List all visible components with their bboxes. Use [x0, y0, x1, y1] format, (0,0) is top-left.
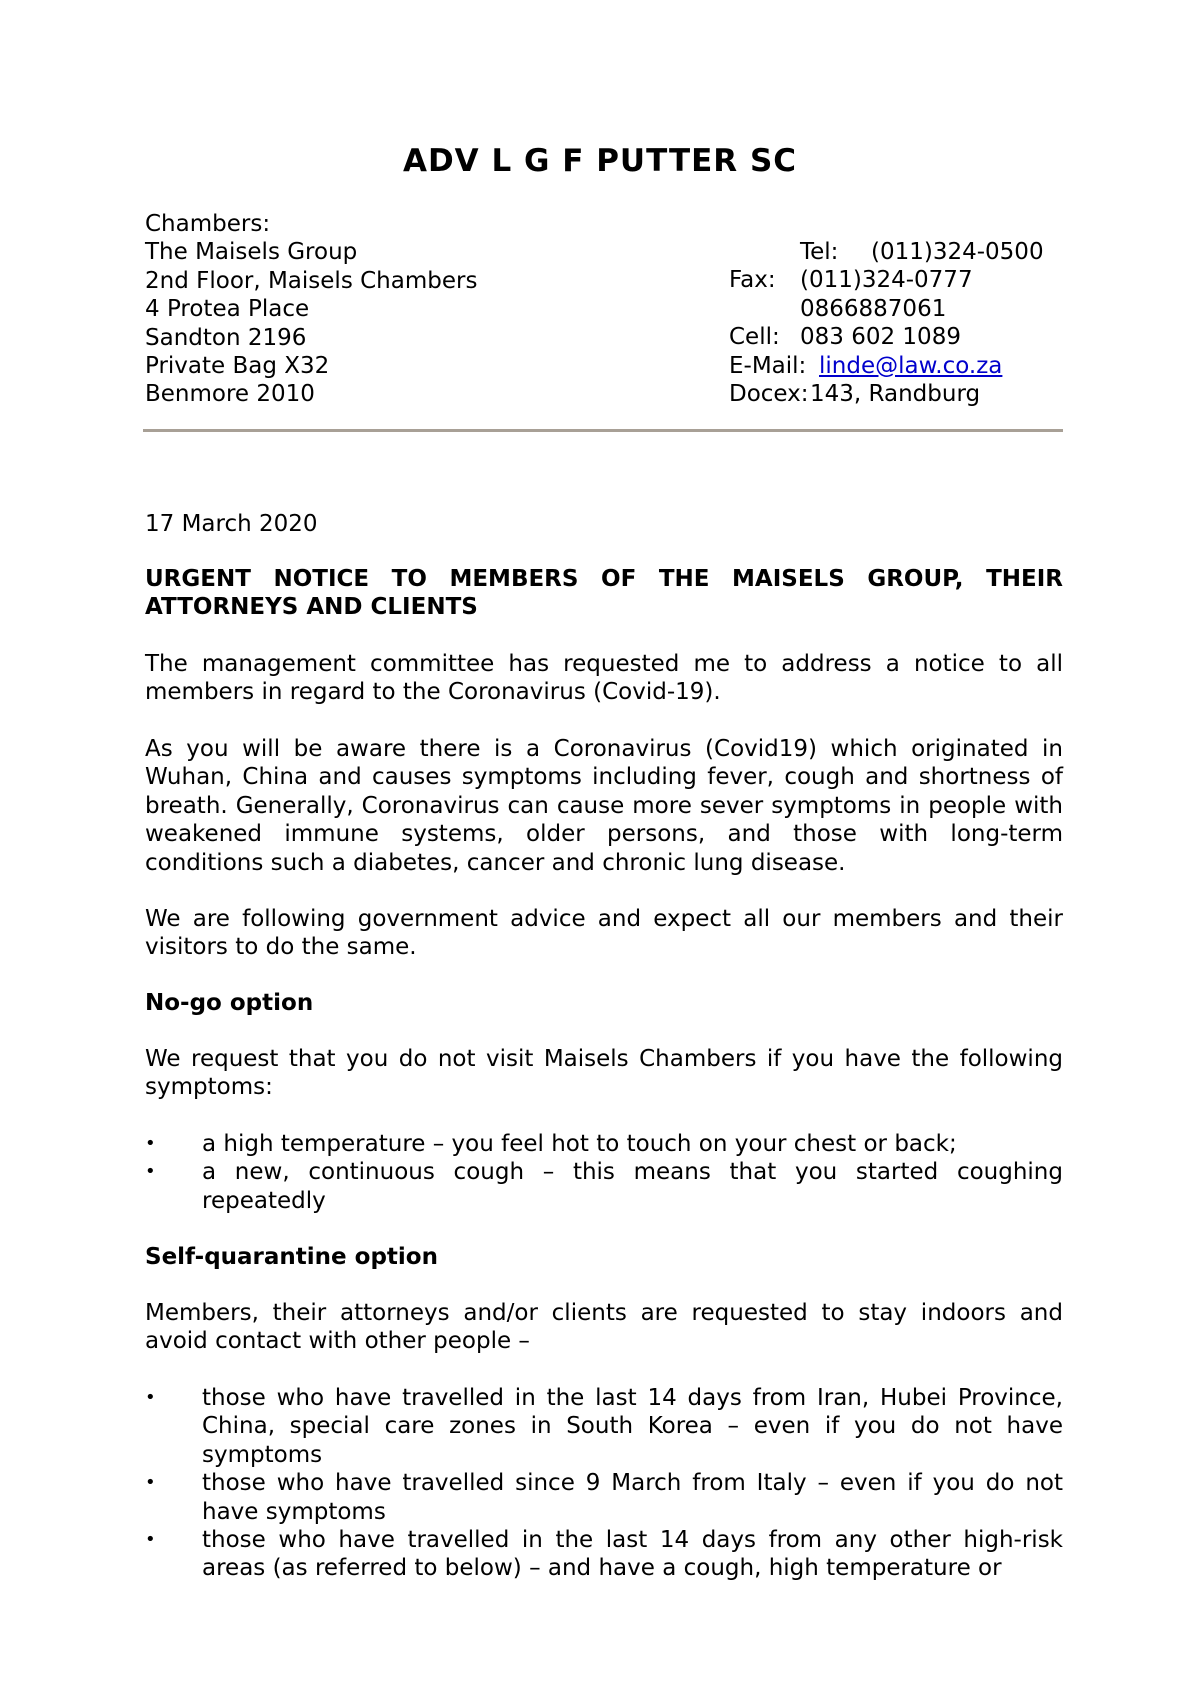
email-label: E-Mail:	[729, 352, 807, 379]
list-item	[145, 1469, 1063, 1526]
fax-row	[729, 266, 1044, 294]
address-line: Benmore 2010	[145, 381, 315, 408]
list-item-text: those who have travelled in the last 14 days from any other high-risk areas (as referred to below) – and have a cough, high temperature or	[202, 1527, 1063, 1582]
contact-block	[729, 238, 1044, 408]
list-item-text: a new, continuous cough – this means that you started coughing repeatedly	[202, 1159, 1063, 1214]
fax2-value: 0866887061	[800, 295, 947, 322]
cell-row	[729, 323, 1044, 351]
paragraph-2: As you will be aware there is a Coronavirus (Covid19) which originated in Wuhan, China and causes symptoms including fever, cough and shortness of breath. Generally, Coronavirus can cause more sever symptoms in people with weakened immune systems, older persons, and those with long-term conditions such a diabetes, cancer and chronic lung disease.	[145, 736, 1063, 876]
selfq-intro: Members, their attorneys and/or clients are requested to stay indoors and avoid contact with other people –	[145, 1300, 1063, 1355]
bullet-icon: •	[145, 1472, 156, 1494]
cell-value: 083 602 1089	[800, 324, 961, 351]
list-item	[145, 1384, 1063, 1469]
notice-subject: URGENT NOTICE TO MEMBERS OF THE MAISELS GROUP, THEIR ATTORNEYS AND CLIENTS	[145, 566, 1063, 621]
selfq-heading: Self-quarantine option	[145, 1244, 438, 1270]
header-divider	[143, 429, 1063, 432]
tel-value: (011)324-0500	[871, 239, 1044, 265]
address-line: Private Bag X32	[145, 353, 330, 380]
bullet-icon: •	[145, 1387, 156, 1408]
bullet-icon: •	[145, 1529, 156, 1551]
docex-label: Docex:	[729, 381, 809, 408]
tel-label: Tel:	[800, 239, 839, 265]
cell-label: Cell:	[729, 324, 780, 351]
tel-row	[800, 238, 1044, 266]
email-row	[729, 352, 1044, 380]
address-line: Sandton 2196	[145, 324, 307, 351]
list-item-text: those who have travelled since 9 March from Italy – even if you do not have symptoms	[202, 1470, 1063, 1525]
fax2-row	[729, 295, 1044, 323]
fax-label: Fax:	[729, 267, 776, 294]
letter-date: 17 March 2020	[145, 511, 318, 537]
selfq-bullet-list	[145, 1384, 1063, 1583]
address-line: 2nd Floor, Maisels Chambers	[145, 267, 478, 294]
nogo-bullet-list	[145, 1130, 1063, 1215]
list-item	[145, 1526, 1063, 1583]
docex-value: 143, Randburg	[810, 381, 981, 408]
docex-row	[729, 380, 1044, 408]
address-line: The Maisels Group	[145, 239, 358, 266]
email-link[interactable]: linde@law.co.za	[819, 352, 1003, 379]
address-line: Chambers:	[145, 211, 271, 237]
paragraph-3: We are following government advice and expect all our members and their visitors to do the same.	[145, 906, 1063, 961]
bullet-icon: •	[145, 1133, 156, 1154]
list-item	[145, 1130, 1063, 1158]
fax-value: (011)324-0777	[800, 267, 973, 294]
list-item	[145, 1158, 1063, 1215]
nogo-intro: We request that you do not visit Maisels Chambers if you have the following symptoms:	[145, 1046, 1063, 1101]
chambers-address	[145, 210, 477, 409]
page-title: ADV L G F PUTTER SC	[402, 143, 798, 179]
address-line: 4 Protea Place	[145, 296, 310, 323]
list-item-text: a high temperature – you feel hot to touch on your chest or back;	[202, 1131, 957, 1157]
paragraph-1: The management committee has requested me to address a notice to all members in regard to the Coronavirus (Covid-19).	[145, 651, 1063, 706]
bullet-icon: •	[145, 1161, 156, 1183]
list-item-text: those who have travelled in the last 14 days from Iran, Hubei Province, China, special care zones in South Korea – even if you do not have symptoms	[202, 1385, 1063, 1468]
nogo-heading: No-go option	[145, 990, 314, 1016]
